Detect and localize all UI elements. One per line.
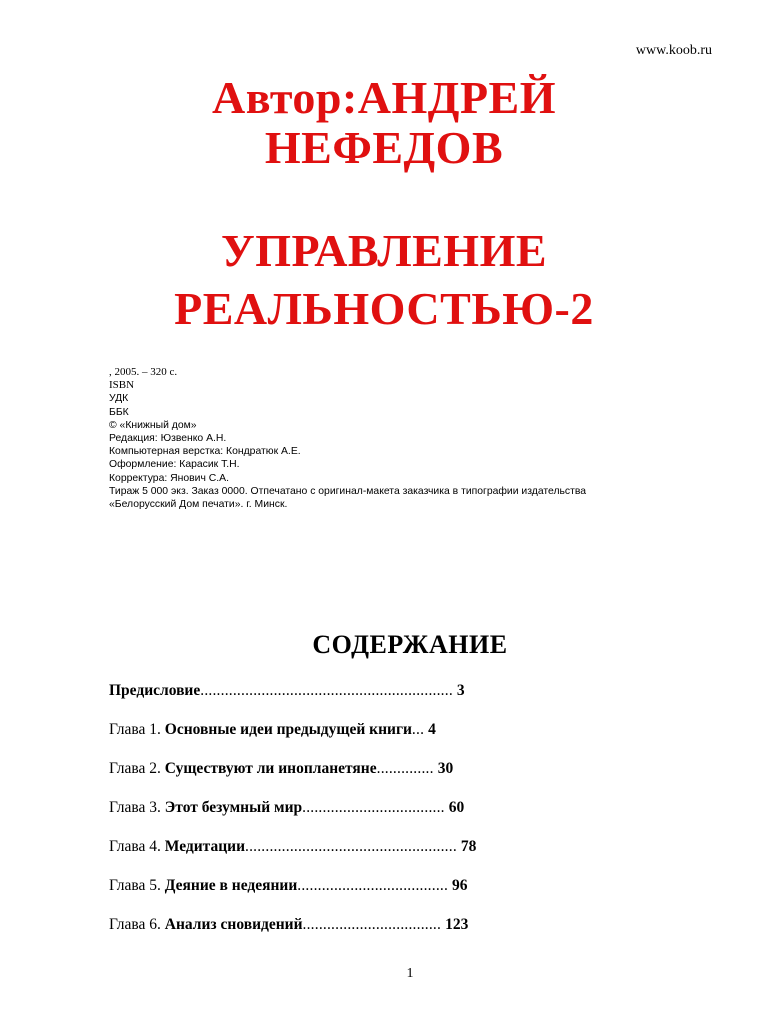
- toc-leader-dots: ....................................................: [245, 838, 457, 855]
- toc-leader-dots: ...................................: [302, 799, 445, 816]
- toc-leader-dots: ..............................................................: [200, 682, 453, 699]
- imprint-line: ISBN: [109, 379, 135, 392]
- toc-entry[interactable]: [109, 914, 629, 953]
- toc-chapter-number: Глава 3.: [109, 799, 165, 816]
- imprint-line: Оформление: Карасик Т.Н.: [109, 459, 240, 471]
- toc-chapter-title: Этот безумный мир: [164, 799, 303, 816]
- page-number: 1: [406, 966, 414, 981]
- toc-page-number: 96: [452, 877, 468, 894]
- book-title-line-1: УПРАВЛЕНИЕ: [220, 225, 548, 276]
- table-of-contents: [109, 680, 629, 953]
- imprint-line: УДК: [109, 393, 129, 405]
- toc-chapter-title: Деяние в недеянии: [164, 877, 298, 894]
- toc-chapter-title: Предисловие: [109, 682, 201, 699]
- site-url[interactable]: www.koob.ru: [635, 43, 712, 58]
- toc-chapter-number: Глава 5.: [109, 877, 165, 894]
- toc-entry[interactable]: [109, 836, 629, 875]
- toc-entry[interactable]: [109, 719, 629, 758]
- toc-chapter-title: Анализ сновидений: [164, 916, 303, 933]
- toc-leader-dots: ..............: [376, 760, 434, 777]
- toc-entry[interactable]: [109, 797, 629, 836]
- imprint-line: Корректура: Янович С.А.: [109, 472, 229, 484]
- toc-chapter-number: Глава 4.: [109, 838, 165, 855]
- author-line-1: Автор:АНДРЕЙ: [211, 72, 556, 123]
- imprint-line: , 2005. – 320 с.: [109, 366, 178, 378]
- imprint-line: Тираж 5 000 экз. Заказ 0000. Отпечатано с оригинал-макета заказчика в типографии издательства: [109, 485, 587, 497]
- book-title: [0, 222, 768, 338]
- imprint-line: © «Книжный дом»: [109, 419, 197, 431]
- toc-page-number: 78: [460, 838, 477, 855]
- toc-entry[interactable]: [109, 875, 629, 914]
- toc-leader-dots: .....................................: [297, 877, 449, 894]
- toc-entry[interactable]: [109, 680, 629, 719]
- toc-leader-dots: ...: [411, 721, 425, 738]
- toc-leader-dots: ..................................: [302, 916, 442, 933]
- imprint-line: «Белорусский Дом печати». г. Минск.: [109, 499, 288, 511]
- author-title: [0, 73, 768, 173]
- toc-chapter-title: Существуют ли инопланетяне: [164, 760, 377, 777]
- toc-entry[interactable]: [109, 758, 629, 797]
- toc-page-number: 4: [428, 721, 436, 738]
- imprint-line: Редакция: Юзвенко А.Н.: [109, 433, 227, 445]
- toc-chapter-title: Основные идеи предыдущей книги: [164, 721, 412, 738]
- toc-page-number: 30: [437, 760, 454, 777]
- author-line-2: НЕФЕДОВ: [264, 122, 504, 173]
- toc-chapter-number: Глава 1.: [109, 721, 165, 738]
- imprint-block: [109, 366, 669, 511]
- toc-heading: СОДЕРЖАНИЕ: [312, 630, 508, 659]
- imprint-line: Компьютерная верстка: Кондратюк А.Е.: [109, 446, 301, 458]
- toc-chapter-number: Глава 2.: [109, 760, 165, 777]
- imprint-line: ББК: [109, 406, 129, 418]
- toc-page-number: 123: [445, 916, 469, 933]
- toc-page-number: 60: [448, 799, 465, 816]
- toc-chapter-number: Глава 6.: [109, 916, 165, 933]
- book-title-line-2: РЕАЛЬНОСТЬЮ-2: [174, 283, 594, 334]
- toc-page-number: 3: [456, 682, 465, 699]
- toc-chapter-title: Медитации: [164, 838, 245, 855]
